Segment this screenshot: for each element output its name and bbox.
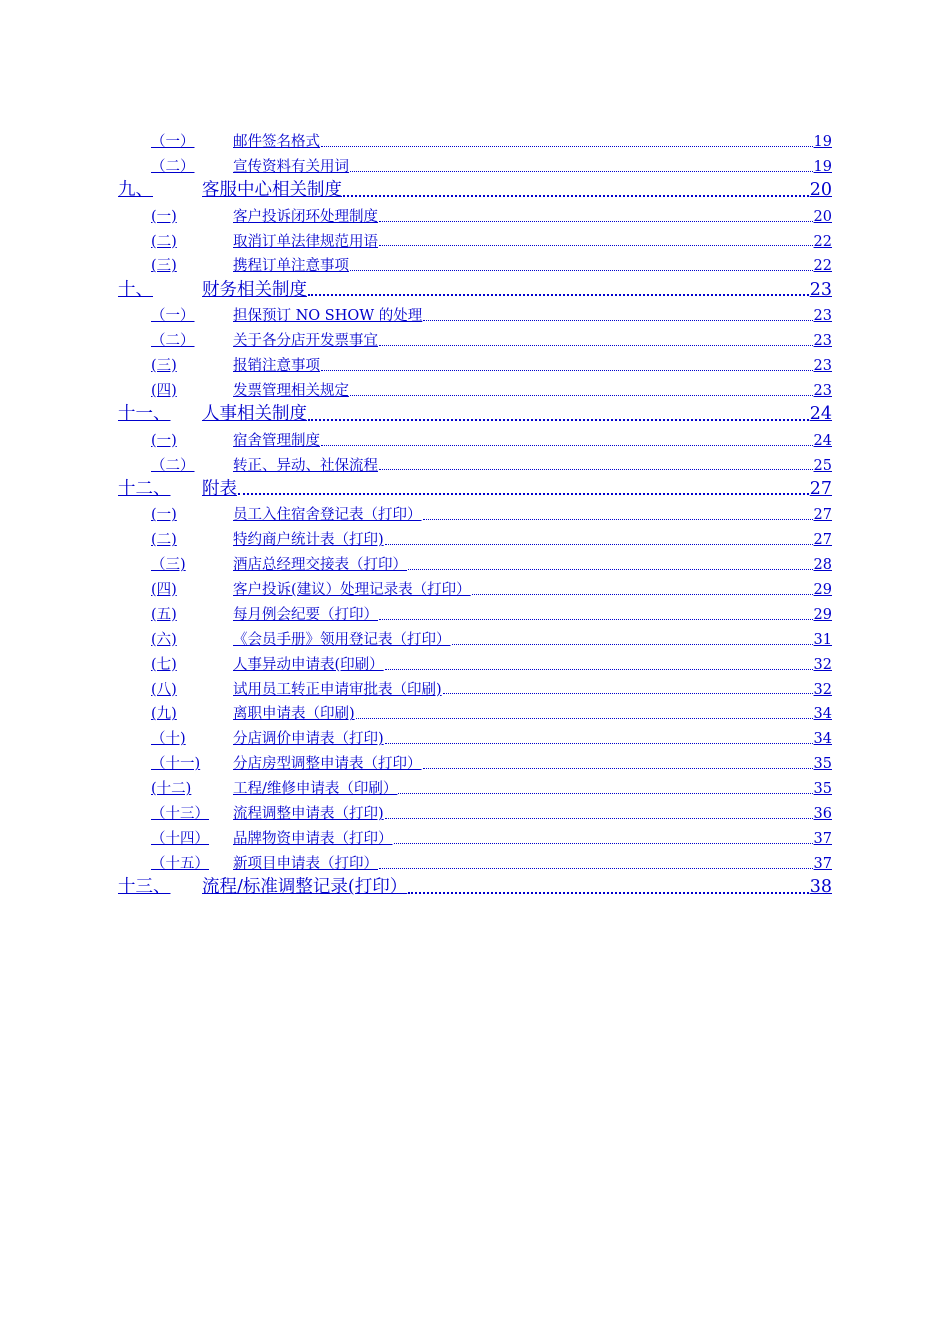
toc-page-number: 20	[809, 180, 832, 201]
toc-page-number: 34	[813, 706, 832, 723]
toc-dot-leader	[394, 842, 813, 844]
toc-entry-title: 流程调整申请表（打印)	[233, 806, 384, 822]
toc-entry-number: (四)	[151, 581, 177, 598]
toc-chapter-link[interactable]	[118, 275, 832, 300]
toc-dot-leader	[385, 543, 813, 545]
toc-page-number: 38	[809, 877, 832, 898]
toc-entry-title: 客服中心相关制度	[202, 180, 342, 201]
toc-section-link[interactable]	[118, 151, 832, 176]
toc-page-number: 19	[813, 158, 832, 175]
toc-section-link[interactable]	[118, 201, 832, 226]
toc-entry-number: （十五）	[151, 855, 209, 872]
toc-entry-title: 邮件签名格式	[233, 133, 320, 150]
toc-section-link[interactable]	[118, 524, 832, 549]
toc-entry-number: (八)	[151, 681, 177, 698]
toc-dot-leader	[379, 244, 813, 246]
toc-entry-number: (九)	[151, 706, 177, 723]
toc-entry-number: (二)	[151, 233, 177, 250]
toc-entry-title: 客户投诉(建议）处理记录表（打印）	[233, 581, 471, 598]
toc-entry-title: 人事相关制度	[202, 404, 307, 425]
toc-dot-leader	[379, 344, 813, 346]
toc-entry-number: （十三）	[151, 806, 209, 822]
toc-page-number: 31	[813, 631, 832, 648]
toc-section-link[interactable]	[118, 250, 832, 275]
toc-page-number: 20	[813, 208, 832, 225]
toc-entry-title: 客户投诉闭环处理制度	[233, 208, 378, 225]
toc-entry-title: 关于各分店开发票事宜	[233, 333, 378, 350]
toc-entry-title: 人事异动申请表(印刷）	[233, 656, 384, 673]
toc-entry-number: 十一、	[118, 404, 171, 425]
toc-chapter-link[interactable]	[118, 474, 832, 499]
toc-page-number: 24	[809, 404, 832, 425]
toc-page-number: 23	[809, 279, 832, 300]
toc-page-number: 23	[813, 357, 832, 374]
toc-dot-leader	[408, 891, 808, 894]
toc-section-link[interactable]	[118, 549, 832, 574]
toc-entry-number: （二）	[151, 158, 195, 175]
toc-dot-leader	[350, 170, 813, 172]
toc-dot-leader	[238, 492, 809, 495]
toc-section-link[interactable]	[118, 723, 832, 748]
toc-dot-leader	[321, 145, 813, 147]
toc-section-link[interactable]	[118, 798, 832, 823]
toc-page-number: 35	[813, 781, 832, 798]
toc-section-link[interactable]	[118, 624, 832, 649]
toc-entry-title: 品牌物资申请表（打印）	[233, 830, 393, 847]
toc-entry-number: (三)	[151, 357, 177, 374]
toc-page-number: 28	[813, 557, 832, 574]
toc-dot-leader	[356, 717, 813, 719]
toc-dot-leader	[423, 767, 813, 769]
toc-entry-number: (五)	[151, 606, 177, 623]
toc-section-link[interactable]	[118, 698, 832, 723]
toc-entry-title: 工程/维修申请表（印刷）	[233, 781, 398, 798]
toc-page-number: 22	[813, 258, 832, 275]
toc-entry-number: (一)	[151, 432, 177, 449]
toc-entry-title: 担保预订 NO SHOW 的处理	[233, 308, 423, 325]
toc-page-number: 37	[813, 830, 832, 847]
toc-page-number: 36	[813, 806, 832, 822]
toc-page-number: 32	[813, 656, 832, 673]
toc-page-number: 34	[813, 731, 832, 748]
toc-section-link[interactable]	[118, 823, 832, 848]
toc-dot-leader	[385, 742, 813, 744]
toc-section-link[interactable]	[118, 574, 832, 599]
toc-entry-title: 离职申请表（印刷)	[233, 706, 355, 723]
toc-section-link[interactable]	[118, 375, 832, 400]
toc-entry-number: (一)	[151, 507, 177, 524]
toc-entry-title: 分店房型调整申请表（打印）	[233, 756, 422, 773]
toc-entry-number: (六)	[151, 631, 177, 648]
toc-chapter-link[interactable]	[118, 873, 832, 898]
toc-dot-leader	[321, 444, 813, 446]
toc-entry-number: （十一)	[151, 756, 201, 773]
toc-dot-leader	[308, 293, 809, 296]
toc-dot-leader	[398, 792, 812, 794]
toc-section-link[interactable]	[118, 748, 832, 773]
toc-dot-leader	[350, 394, 813, 396]
toc-entry-title: 取消订单法律规范用语	[233, 233, 378, 250]
toc-entry-number: (二)	[151, 532, 177, 549]
toc-entry-title: 特约商户统计表（打印)	[233, 532, 384, 549]
toc-entry-number: （一）	[151, 308, 195, 325]
toc-entry-title: 转正、异动、社保流程	[233, 457, 378, 474]
toc-entry-title: 财务相关制度	[202, 279, 307, 300]
toc-section-link[interactable]	[118, 325, 832, 350]
table-of-contents	[118, 126, 832, 898]
toc-entry-number: (四)	[151, 382, 177, 399]
toc-entry-number: 十二、	[118, 479, 171, 500]
toc-entry-title: 宿舍管理制度	[233, 432, 320, 449]
toc-entry-number: （十四）	[151, 830, 209, 847]
toc-entry-title: 报销注意事项	[233, 357, 320, 374]
toc-chapter-link[interactable]	[118, 400, 832, 425]
toc-section-link[interactable]	[118, 226, 832, 251]
toc-entry-title: 新项目申请表（打印）	[233, 855, 378, 872]
toc-page-number: 37	[813, 855, 832, 872]
toc-section-link[interactable]	[118, 425, 832, 450]
toc-section-link[interactable]	[118, 649, 832, 674]
toc-page-number: 27	[813, 532, 832, 549]
toc-entry-title: 员工入住宿舍登记表（打印）	[233, 507, 422, 524]
toc-dot-leader	[408, 568, 813, 570]
toc-section-link[interactable]	[118, 674, 832, 699]
toc-entry-number: （一）	[151, 133, 195, 150]
toc-dot-leader	[379, 867, 813, 869]
toc-page-number: 29	[813, 606, 832, 623]
toc-entry-number: （三)	[151, 557, 186, 574]
toc-dot-leader	[423, 319, 812, 321]
toc-entry-number: 十、	[118, 279, 153, 300]
toc-dot-leader	[321, 369, 813, 371]
toc-page-number: 27	[809, 479, 832, 500]
toc-page-number: 24	[813, 432, 832, 449]
toc-section-link[interactable]	[118, 848, 832, 873]
toc-dot-leader	[472, 593, 813, 595]
toc-page-number: 32	[813, 681, 832, 698]
toc-page-number: 23	[813, 382, 832, 399]
toc-entry-number: （二）	[151, 333, 195, 350]
toc-dot-leader	[350, 269, 813, 271]
toc-entry-title: 发票管理相关规定	[233, 382, 349, 399]
toc-page-number: 23	[813, 333, 832, 350]
toc-section-link[interactable]	[118, 773, 832, 798]
toc-entry-number: (三)	[151, 258, 177, 275]
toc-entry-number: （二）	[151, 457, 195, 474]
toc-section-link[interactable]	[118, 126, 832, 151]
toc-entry-title: 试用员工转正申请审批表（印刷)	[233, 681, 442, 698]
toc-entry-number: (十二)	[151, 781, 192, 798]
toc-section-link[interactable]	[118, 300, 832, 325]
toc-dot-leader	[379, 220, 813, 222]
toc-dot-leader	[385, 668, 813, 670]
toc-dot-leader	[423, 518, 813, 520]
toc-page-number: 22	[813, 233, 832, 250]
toc-entry-number: 九、	[118, 180, 153, 201]
toc-entry-title: 附表	[202, 479, 237, 500]
toc-section-link[interactable]	[118, 350, 832, 375]
toc-entry-title: 流程/标准调整记录(打印）	[202, 877, 408, 898]
toc-page-number: 25	[813, 457, 832, 474]
toc-section-link[interactable]	[118, 450, 832, 475]
toc-page-number: 23	[813, 308, 832, 325]
toc-entry-title: 宣传资料有关用词	[233, 158, 349, 175]
toc-page-number: 19	[813, 133, 832, 150]
toc-entry-number: 十三、	[118, 877, 171, 898]
toc-dot-leader	[385, 817, 813, 819]
toc-dot-leader	[308, 418, 809, 421]
toc-dot-leader	[379, 468, 813, 470]
toc-entry-title: 携程订单注意事项	[233, 258, 349, 275]
toc-chapter-link[interactable]	[118, 176, 832, 201]
toc-entry-number: (一)	[151, 208, 177, 225]
toc-entry-number: （十)	[151, 731, 186, 748]
toc-dot-leader	[452, 643, 813, 645]
toc-section-link[interactable]	[118, 599, 832, 624]
toc-entry-title: 酒店总经理交接表（打印）	[233, 557, 407, 574]
toc-dot-leader	[443, 692, 813, 694]
toc-dot-leader	[379, 618, 813, 620]
toc-entry-title: 《会员手册》领用登记表（打印）	[233, 631, 451, 648]
toc-entry-number: (七)	[151, 656, 177, 673]
toc-dot-leader	[343, 194, 809, 197]
toc-page-number: 35	[813, 756, 832, 773]
toc-entry-title: 每月例会纪要（打印）	[233, 606, 378, 623]
toc-page-number: 27	[813, 507, 832, 524]
toc-entry-title: 分店调价申请表（打印)	[233, 731, 384, 748]
toc-page-number: 29	[813, 581, 832, 598]
toc-section-link[interactable]	[118, 499, 832, 524]
